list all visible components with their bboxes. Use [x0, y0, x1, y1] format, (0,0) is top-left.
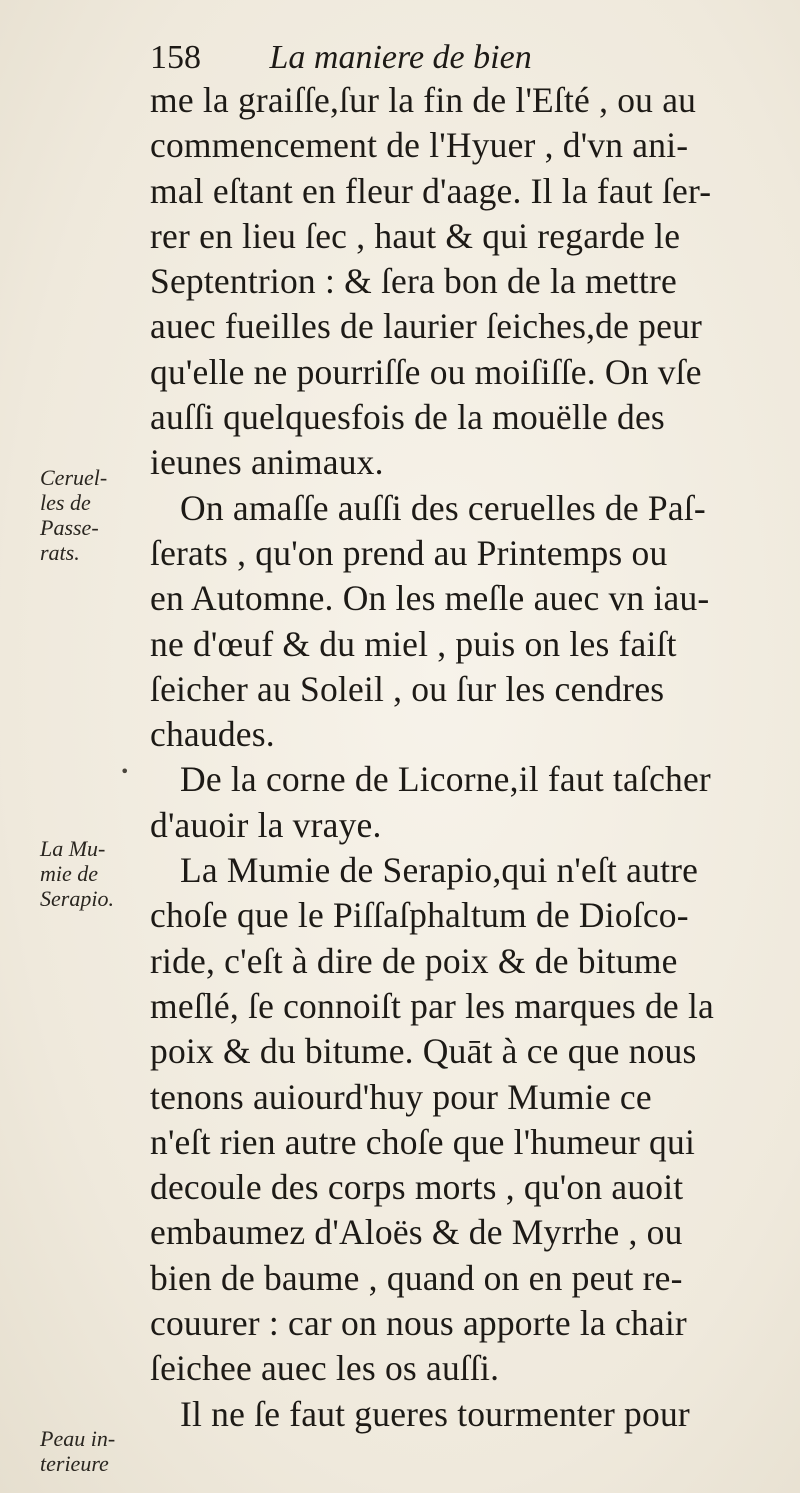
text-line: Septentrion : & ſera bon de la mettre: [150, 261, 677, 302]
text-line: bien de baume , quand on en peut re-: [150, 1257, 683, 1298]
text-line: auſſi quelquesfois de la mouëlle des: [150, 397, 665, 438]
text-line: meſlé, ſe connoiſt par les marques de la: [150, 985, 714, 1026]
margin-note-line: mie de: [40, 861, 99, 886]
margin-note-line: Passe-: [40, 515, 99, 540]
margin-note-peau: [40, 1426, 148, 1476]
margin-note-line: Serapio.: [40, 886, 114, 911]
page-number: 158: [150, 39, 201, 76]
margin-note-line: Ceruel-: [40, 465, 108, 490]
text-line: ne d'œuf & du miel , puis on les faiſt: [150, 623, 677, 664]
text-line: chaudes.: [150, 714, 275, 755]
running-header: [150, 38, 670, 78]
text-line: La Mumie de Serapio,qui n'eſt autre: [180, 850, 699, 891]
text-line: Il ne ſe faut gueres tourmenter pour: [180, 1393, 690, 1434]
text-line: poix & du bitume. Quāt à ce que nous: [150, 1031, 697, 1072]
text-line: n'eſt rien autre choſe que l'humeur qui: [150, 1121, 696, 1162]
margin-note-ceruelles: [40, 465, 148, 565]
text-line: rer en lieu ſec , haut & qui regarde le: [150, 215, 681, 256]
text-line: tenons auiourd'huy pour Mumie ce: [150, 1076, 652, 1117]
text-line: ſerats , qu'on prend au Printemps ou: [150, 532, 668, 573]
text-line: embaumez d'Aloës & de Myrrhe , ou: [150, 1212, 683, 1253]
text-line: d'auoir la vraye.: [150, 804, 382, 845]
running-title: La maniere de bien: [269, 39, 532, 76]
text-line: me la graiſſe,ſur la fin de l'Eſté , ou au: [150, 80, 697, 120]
text-line: ſeichee auec les os auſſi.: [150, 1348, 500, 1389]
margin-note-mumie: [40, 836, 148, 911]
body-text: [150, 78, 790, 1437]
text-line: ſeicher au Soleil , ou ſur les cendres: [150, 668, 665, 709]
margin-note-line: La Mu-: [40, 836, 106, 861]
text-line: en Automne. On les meſle auec vn iau-: [150, 578, 710, 619]
text-line: couurer : car on nous apporte la chair: [150, 1303, 687, 1344]
text-line: commencement de l'Hyuer , d'vn ani-: [150, 125, 689, 166]
margin-note-line: terieure: [40, 1451, 109, 1476]
margin-dot-mark: •: [120, 762, 130, 781]
margin-note-line: rats.: [40, 540, 80, 565]
margin-note-line: Peau in-: [40, 1426, 116, 1451]
text-line: mal eſtant en fleur d'aage. Il la faut ſer-: [150, 170, 712, 211]
text-line: De la corne de Licorne,il faut taſcher: [180, 759, 711, 800]
text-line: ieunes animaux.: [150, 442, 384, 483]
text-line: qu'elle ne pourriſſe ou moiſiſſe. On vſe: [150, 351, 702, 392]
text-line: choſe que le Piſſaſphaltum de Dioſco-: [150, 895, 689, 936]
text-line: decoule des corps morts , qu'on auoit: [150, 1167, 684, 1208]
text-line: ride, c'eſt à dire de poix & de bitume: [150, 940, 678, 981]
text-line: auec fueilles de laurier ſeiches,de peur: [150, 306, 703, 347]
margin-note-line: les de: [40, 490, 91, 515]
text-line: On amaſſe auſſi des ceruelles de Paſ-: [180, 487, 706, 528]
